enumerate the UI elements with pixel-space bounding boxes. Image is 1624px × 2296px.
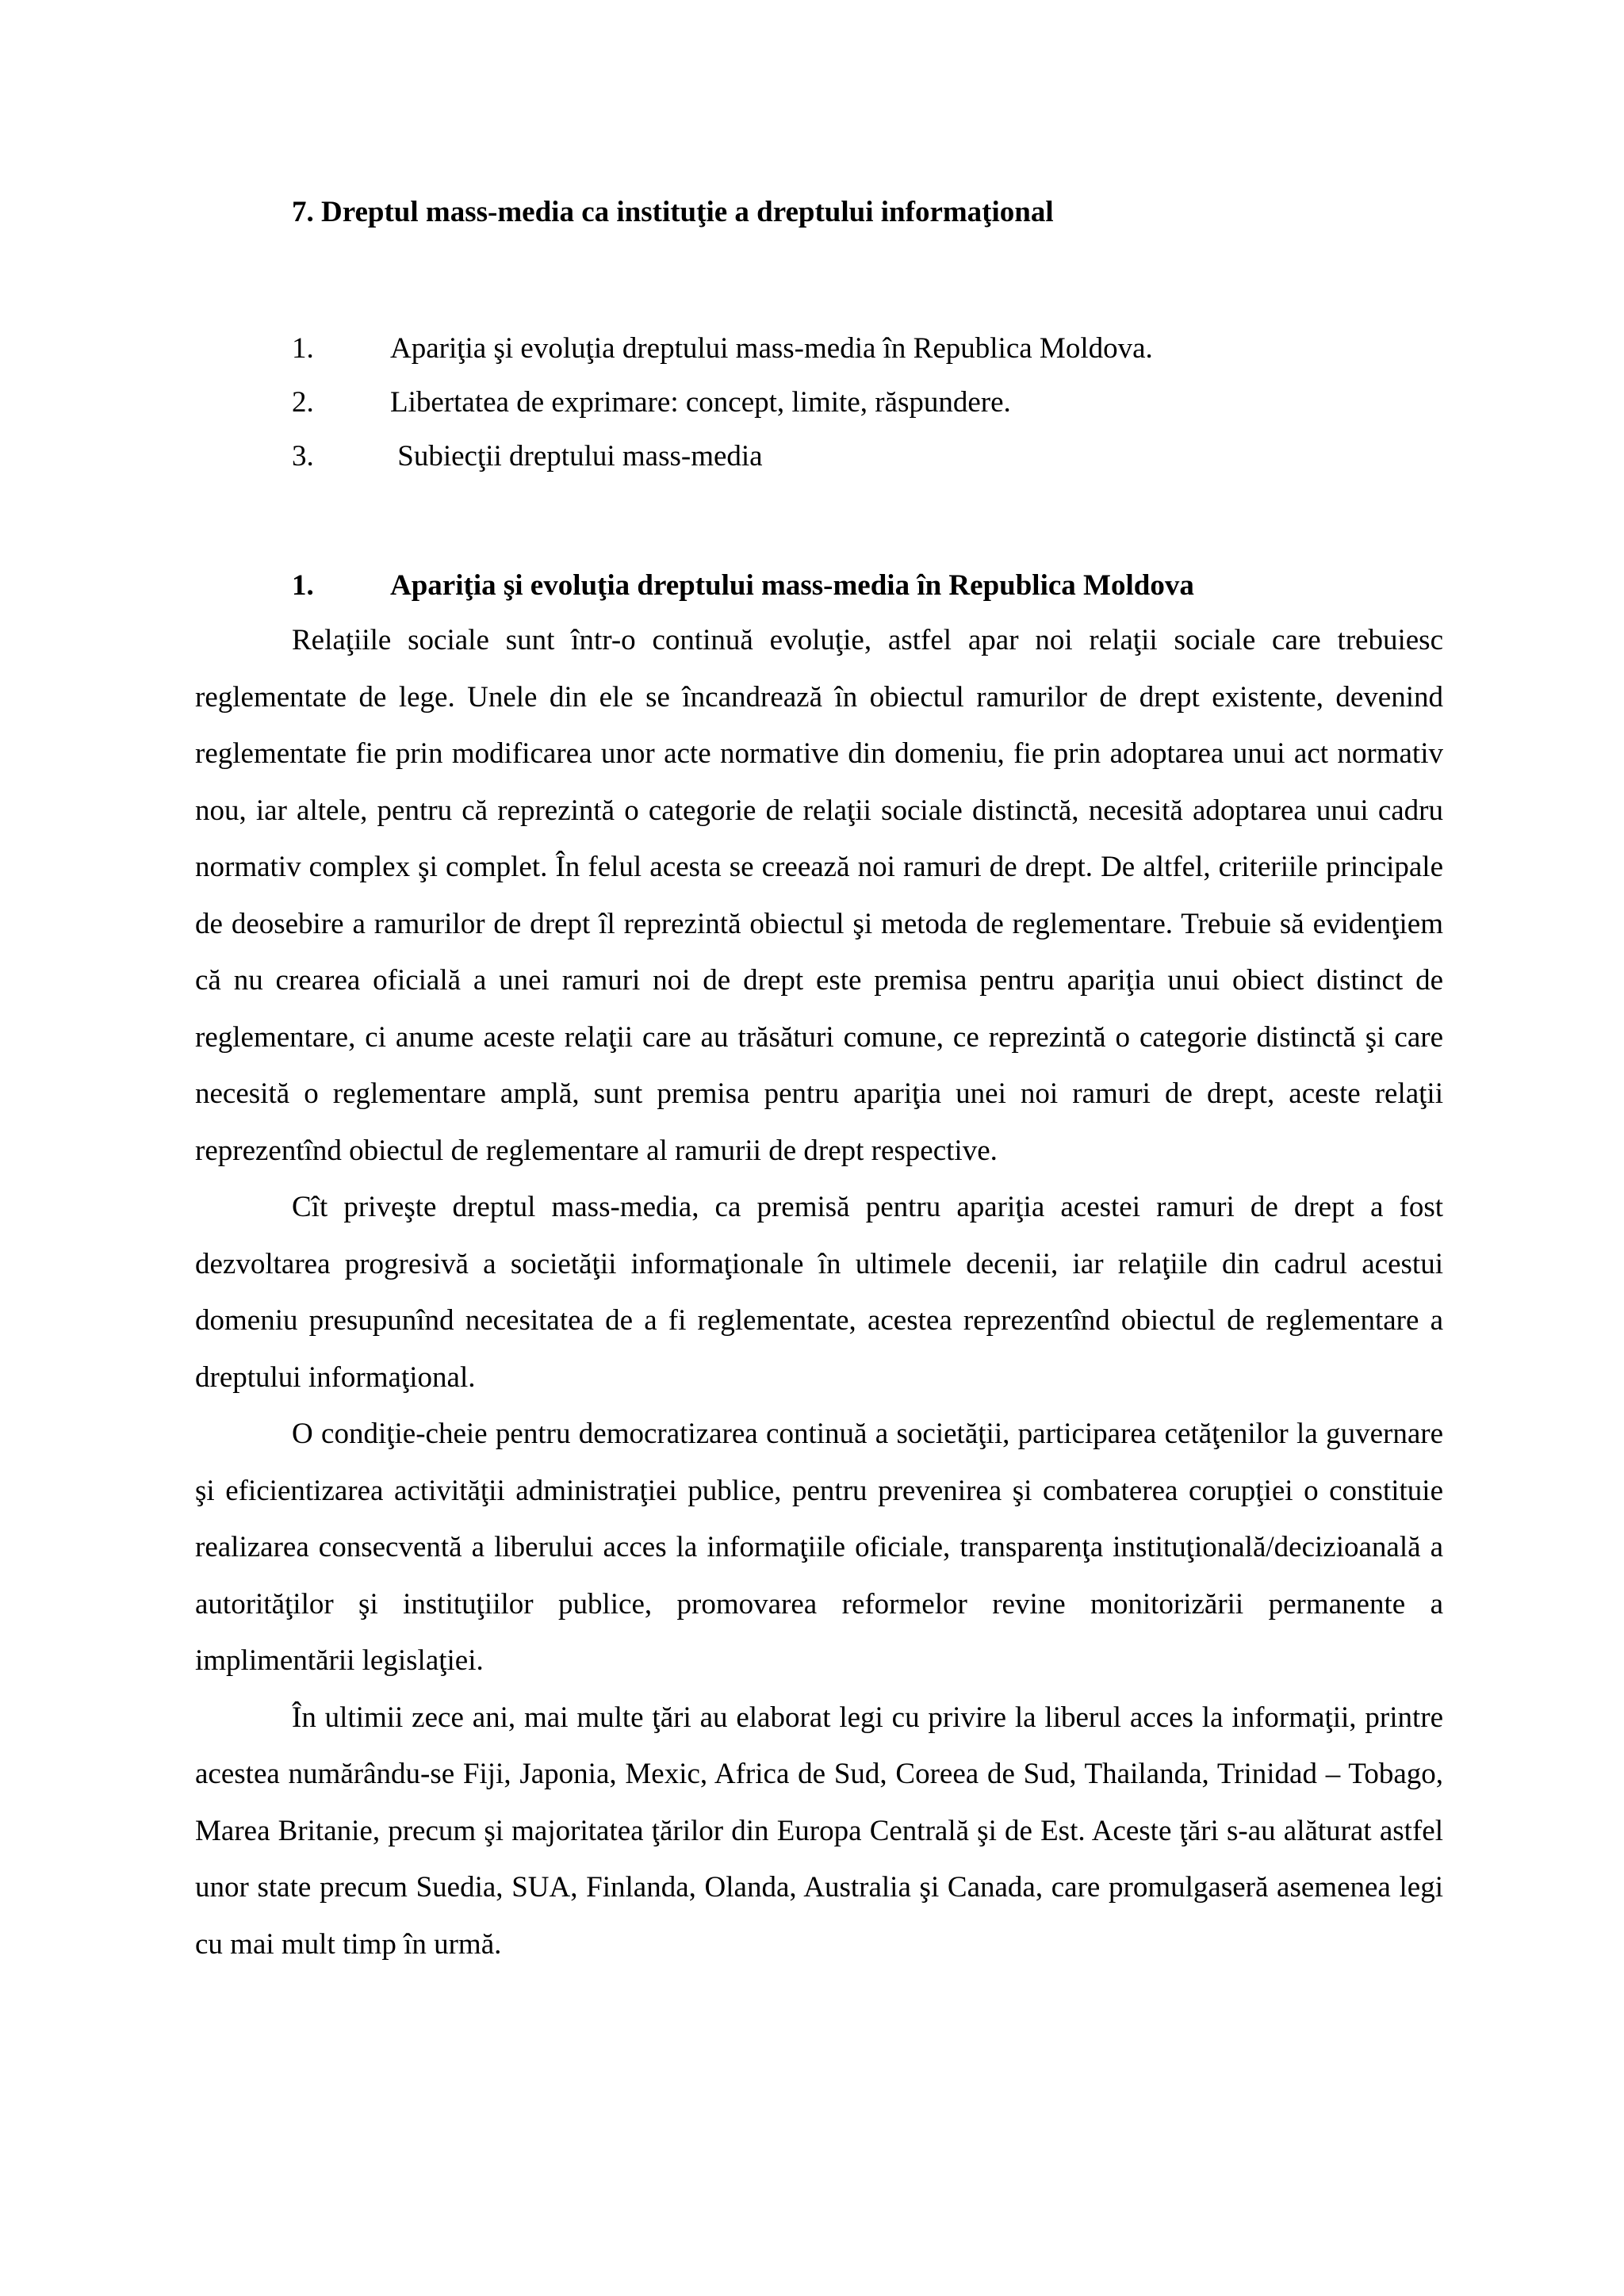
toc-item-text: Apariţia şi evoluţia dreptului mass-media în Republica Moldova.: [390, 332, 1153, 365]
toc-item-number: 3.: [292, 440, 314, 473]
section-title: Apariţia şi evoluţia dreptului mass-media în Republica Moldova: [390, 569, 1194, 602]
toc-item-text: Libertatea de exprimare: concept, limite, răspundere.: [390, 386, 1011, 419]
toc-item: [195, 430, 1443, 484]
document-page: [195, 189, 1443, 1973]
section-number: 1.: [292, 569, 314, 602]
body-paragraph: În ultimii zece ani, mai multe ţări au elaborat legi cu privire la liberul acces la informaţii, printre acestea numărându-se Fiji, Japonia, Mexic, Africa de Sud, Coreea de Sud, Thailanda, Trinidad – Tobago, Marea Britanie, precum şi majoritatea ţărilor din Europa Centrală şi de Est. Aceste ţări s-au alăturat astfel unor state precum Suedia, SUA, Finlanda, Olanda, Australia şi Canada, care promulgaseră asemenea legi cu mai mult timp în urmă.: [195, 1701, 1443, 1961]
body-paragraph: Relaţiile sociale sunt într-o continuă evoluţie, astfel apar noi relaţii sociale care trebuiesc reglementate de lege. Unele din ele se încandrează în obiectul ramurilor de drept existente, devenind reglementate fie prin modificarea unor acte normative din domeniu, fie prin adoptarea unui act normativ nou, iar altele, pentru că reprezintă o categorie de relaţii sociale distinctă, necesită adoptarea unui cadru normativ complex şi complet. În felul acesta se creează noi ramuri de drept. De altfel, criteriile principale de deosebire a ramurilor de drept îl reprezintă obiectul şi metoda de reglementare. Trebuie să evidenţiem că nu crearea oficială a unei ramuri noi de drept este premisa pentru apariţia unui obiect distinct de reglementare, ci anume aceste relaţii care au trăsături comune, ce reprezintă o categorie distinctă şi care necesită o reglementare amplă, sunt premisa pentru apariţia unei noi ramuri de drept, aceste relaţii reprezentînd obiectul de reglementare al ramurii de drept respective.: [195, 624, 1443, 1167]
body-paragraph: Cît priveşte dreptul mass-media, ca premisă pentru apariţia acestei ramuri de drept a fost dezvoltarea progresivă a societăţii informaţionale în ultimele decenii, iar relaţiile din cadrul acestui domeniu presupunînd necesitatea de a fi reglementate, acestea reprezentînd obiectul de reglementare a dreptului informaţional.: [195, 1191, 1443, 1394]
table-of-contents: [195, 322, 1443, 484]
body-paragraph: O condiţie-cheie pentru democratizarea continuă a societăţii, participarea cetăţenilor la guvernare şi eficientizarea activităţii administraţiei publice, pentru prevenirea şi combaterea corupţiei o constituie realizarea consecventă a liberului acces la informaţiile oficiale, transparenţa instituţională/decizioanală a autorităţilor şi instituţiilor publice, promovarea reformelor revine monitorizării permanente a implimentării legislaţiei.: [195, 1418, 1443, 1677]
toc-item-number: 2.: [292, 386, 314, 419]
toc-item-text: Subiecţii dreptului mass-media: [390, 440, 763, 473]
toc-item-number: 1.: [292, 332, 314, 365]
document-title: 7. Dreptul mass-media ca instituţie a dreptului informaţional: [292, 196, 1054, 228]
toc-item: [195, 322, 1443, 376]
toc-item: [195, 376, 1443, 430]
section-heading: [195, 560, 1443, 612]
